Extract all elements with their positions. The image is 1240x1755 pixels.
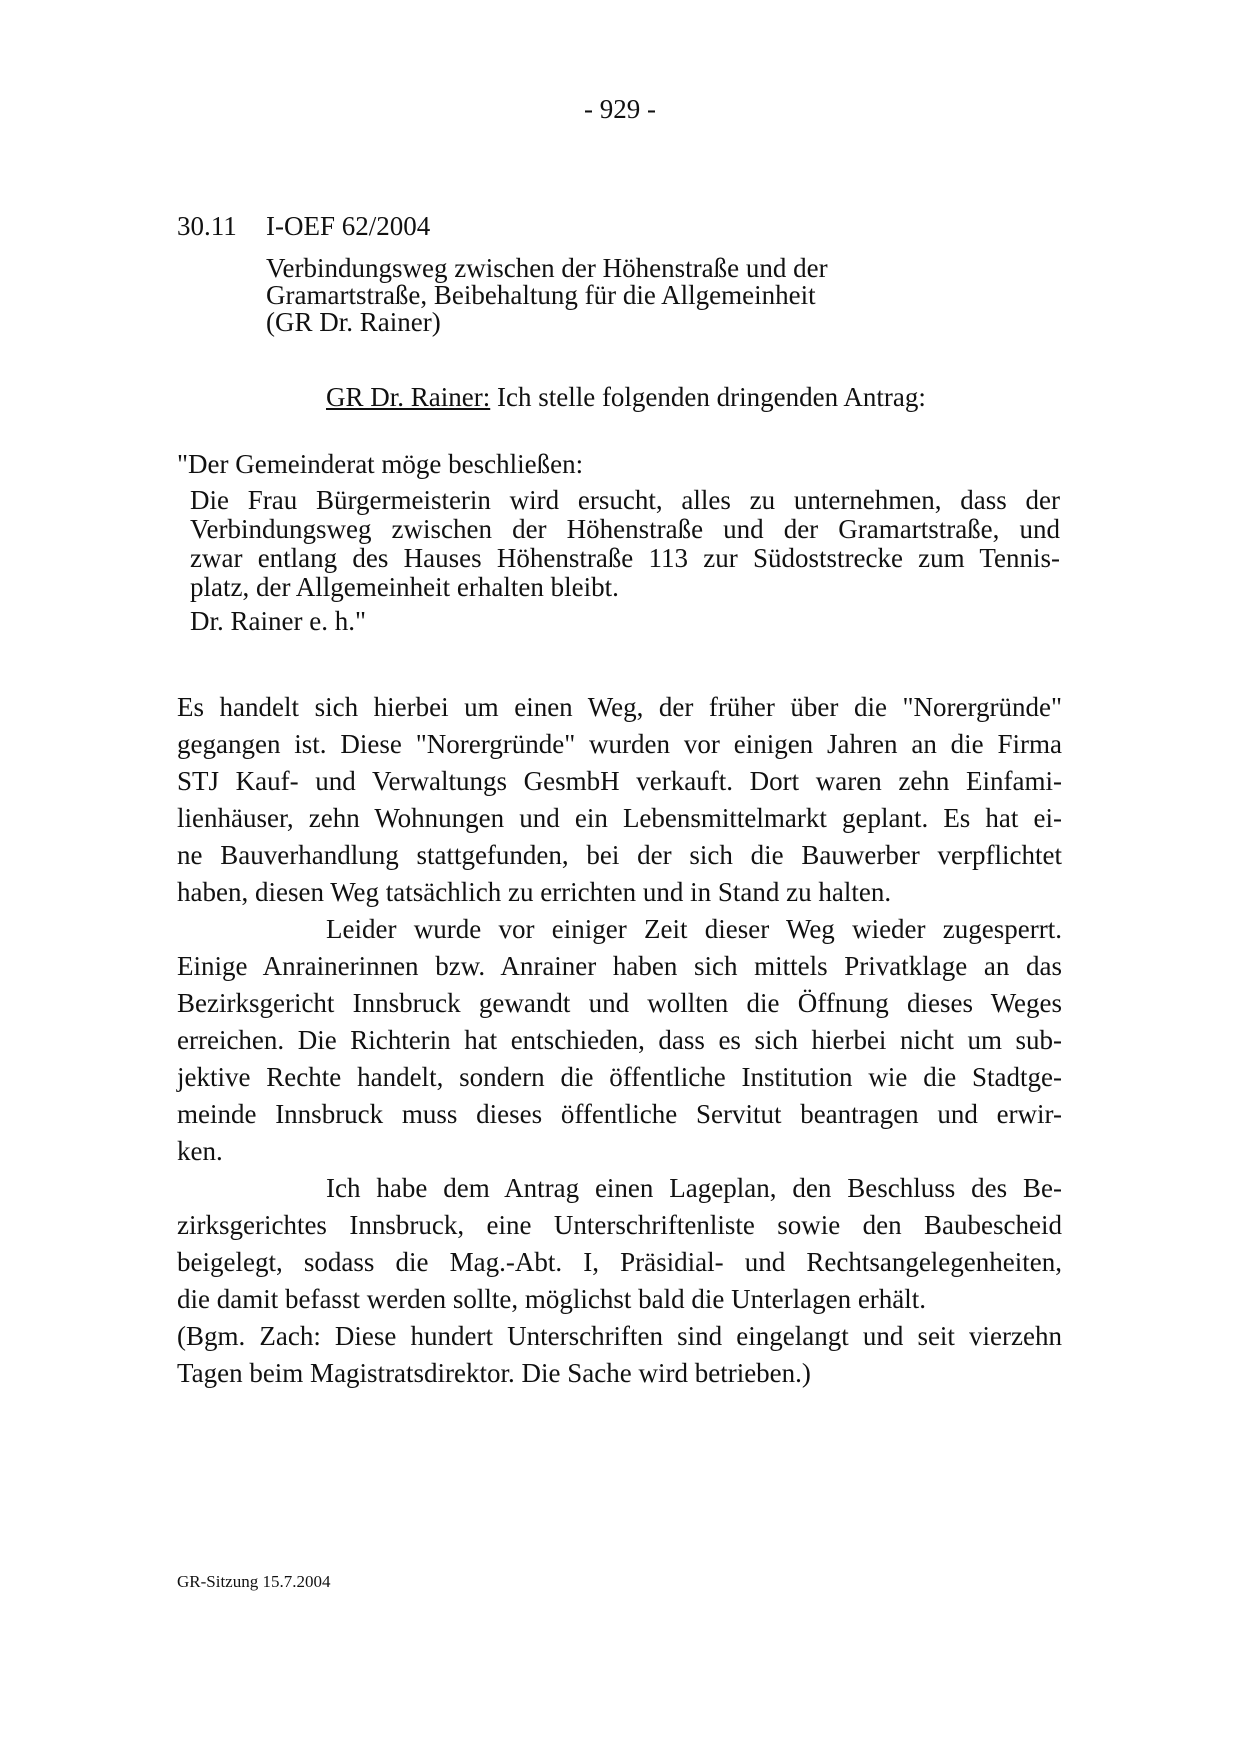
motion-line: zwar entlang des Hauses Höhenstraße 113 zur Südoststrecke zum Tennis- — [190, 543, 1060, 573]
body-line: Es handelt sich hierbei um einen Weg, der früher über die "Norergründe" — [177, 692, 1062, 722]
body-line: jektive Rechte handelt, sondern die öffentliche Institution wie die Stadtge- — [177, 1062, 1062, 1092]
body-line: Einige Anrainerinnen bzw. Anrainer haben sich mittels Privatklage an das — [177, 951, 1062, 981]
speaker-statement — [326, 382, 926, 413]
motion-line: platz, der Allgemeinheit erhalten bleibt. — [190, 572, 619, 602]
page-number: - 929 - — [584, 94, 656, 124]
body-line: lienhäuser, zehn Wohnungen und ein Lebensmittelmarkt geplant. Es hat ei- — [177, 803, 1062, 833]
body-line: erreichen. Die Richterin hat entschieden, dass es sich hierbei nicht um sub- — [177, 1025, 1062, 1055]
agenda-item-code: I-OEF 62/2004 — [266, 211, 431, 241]
body-line: gegangen ist. Diese "Norergründe" wurden vor einigen Jahren an die Firma — [177, 729, 1062, 759]
body-line: Tagen beim Magistratsdirektor. Die Sache wird betrieben.) — [177, 1358, 811, 1388]
body-line: Bezirksgericht Innsbruck gewandt und wollten die Öffnung dieses Weges — [177, 988, 1062, 1018]
body-line: (Bgm. Zach: Diese hundert Unterschriften sind eingelangt und seit vierzehn — [177, 1321, 1062, 1351]
motion-intro: "Der Gemeinderat möge beschließen: — [177, 449, 584, 479]
motion-signature: Dr. Rainer e. h." — [190, 606, 366, 636]
agenda-item-number: 30.11 — [177, 211, 237, 241]
body-line: zirksgerichtes Innsbruck, eine Unterschriftenliste sowie den Baubescheid — [177, 1210, 1062, 1240]
title-line: Gramartstraße, Beibehaltung für die Allgemeinheit — [266, 280, 816, 310]
motion-text — [190, 486, 1060, 602]
body-line: die damit befasst werden sollte, möglichst bald die Unterlagen erhält. — [177, 1284, 927, 1314]
body-line: STJ Kauf- und Verwaltungs GesmbH verkauft. Dort waren zehn Einfami- — [177, 766, 1062, 796]
title-line: Verbindungsweg zwischen der Höhenstraße und der — [266, 253, 828, 283]
motion-line: Die Frau Bürgermeisterin wird ersucht, alles zu unternehmen, dass der — [190, 485, 1060, 515]
speech-body — [177, 689, 1062, 1392]
body-line: meinde Innsbruck muss dieses öffentliche Servitut beantragen und erwir- — [177, 1099, 1062, 1129]
body-line: beigelegt, sodass die Mag.-Abt. I, Präsidial- und Rechtsangelegenheiten, — [177, 1247, 1062, 1277]
body-line: haben, diesen Weg tatsächlich zu errichten und in Stand zu halten. — [177, 877, 892, 907]
body-line: ken. — [177, 1136, 223, 1166]
page-footer: GR-Sitzung 15.7.2004 — [177, 1572, 331, 1591]
speaker-name: GR Dr. Rainer: — [326, 382, 491, 412]
title-line: (GR Dr. Rainer) — [266, 307, 441, 337]
body-line: Ich habe dem Antrag einen Lageplan, den Beschluss des Be- — [326, 1173, 1062, 1203]
speaker-text: Ich stelle folgenden dringenden Antrag: — [490, 382, 926, 412]
body-line: ne Bauverhandlung stattgefunden, bei der sich die Bauwerber verpflichtet — [177, 840, 1062, 870]
agenda-item-title — [266, 255, 828, 336]
motion-line: Verbindungsweg zwischen der Höhenstraße und der Gramartstraße, und — [190, 514, 1060, 544]
agenda-item-header — [177, 211, 430, 242]
body-line: Leider wurde vor einiger Zeit dieser Weg wieder zugesperrt. — [326, 914, 1062, 944]
